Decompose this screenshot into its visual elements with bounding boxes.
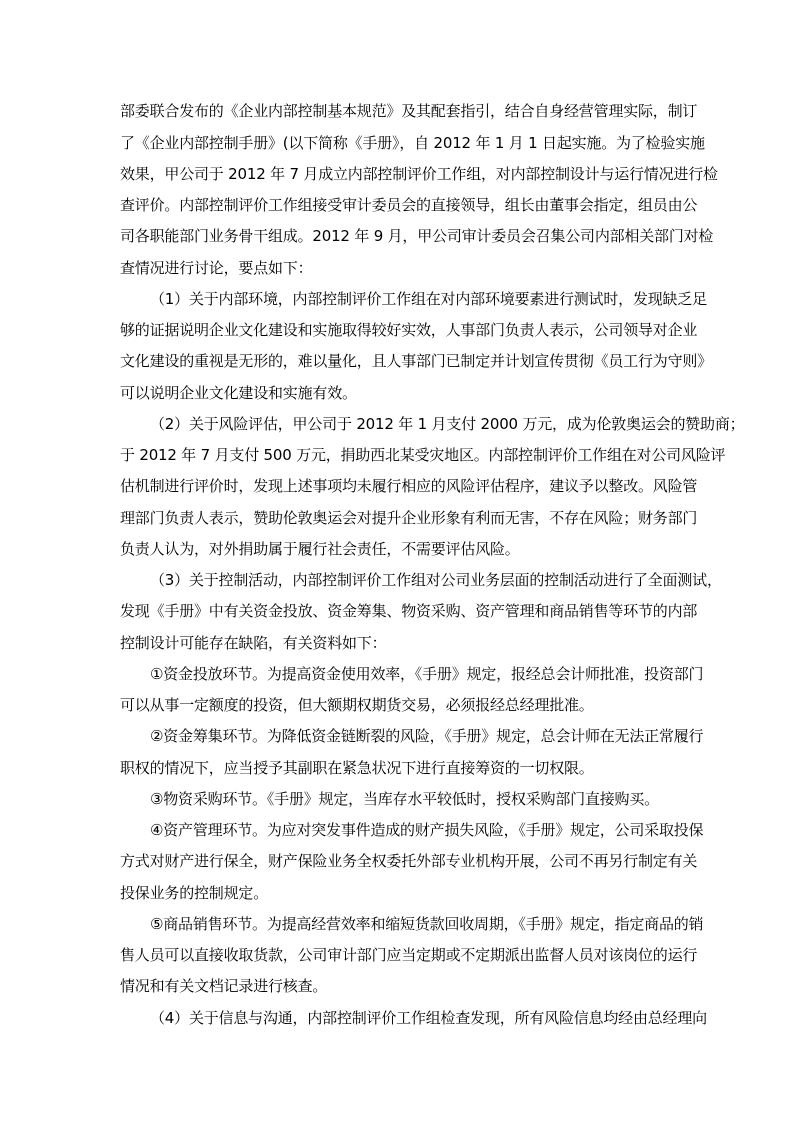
paragraph-line: 投保业务的控制规定。 xyxy=(120,884,269,902)
paragraph-line: 负责人认为，对外捐助属于履行社会责任，不需要评估风险。 xyxy=(120,540,520,558)
paragraph-line: 估机制进行评价时，发现上述事项均未履行相应的风险评估程序，建议予以整改。风险管 xyxy=(120,477,698,495)
paragraph-line: （4）关于信息与沟通，内部控制评价工作组检查发现，所有风险信息均经由总经理向 xyxy=(150,1009,707,1027)
paragraph-line: 方式对财产进行保全，财产保险业务全权委托外部专业机构开展，公司不再另行制定有关 xyxy=(120,852,698,870)
paragraph-line: 可以说明企业文化建设和实施有效。 xyxy=(120,384,357,402)
paragraph-line: 情况和有关文档记录进行核查。 xyxy=(120,977,328,995)
paragraph-line: 查评价。内部控制评价工作组接受审计委员会的直接领导，组长由董事会指定，组员由公 xyxy=(120,196,698,214)
paragraph-line: 文化建设的重视是无形的，难以量化，且人事部门已制定并计划宣传贯彻《员工行为守则》 xyxy=(120,352,713,370)
paragraph-line: 效果，甲公司于 2012 年 7 月成立内部控制评价工作组，对内部控制设计与运行情况进行检 xyxy=(120,165,718,183)
paragraph-line: 发现《手册》中有关资金投放、资金筹集、物资采购、资产管理和商品销售等环节的内部 xyxy=(120,602,698,620)
paragraph-line: 够的证据说明企业文化建设和实施取得较好实效，人事部门负责人表示，公司领导对企业 xyxy=(120,321,698,339)
paragraph-line: 查情况进行讨论，要点如下： xyxy=(120,259,313,277)
paragraph-line: 了《企业内部控制手册》(以下简称《手册》，自 2012 年 1 月 1 日起实施。为了检验实施 xyxy=(120,134,705,152)
paragraph-line: ⑤商品销售环节。为提高经营效率和缩短货款回收周期，《手册》规定，指定商品的销 xyxy=(150,915,704,933)
paragraph-line: ④资产管理环节。为应对突发事件造成的财产损失风险，《手册》规定，公司采取投保 xyxy=(150,821,704,839)
paragraph-line: 控制设计可能存在缺陷，有关资料如下： xyxy=(120,634,387,652)
paragraph-line: （2）关于风险评估，甲公司于 2012 年 1 月支付 2000 万元，成为伦敦奥运会的赞助商； xyxy=(150,415,745,433)
paragraph-line: ③物资采购环节。《手册》规定，当库存水平较低时，授权采购部门直接购买。 xyxy=(150,790,659,808)
paragraph-line: 理部门负责人表示，赞助伦敦奥运会对提升企业形象有利而无害，不存在风险；财务部门 xyxy=(120,509,698,527)
paragraph-line: ②资金筹集环节。为降低资金链断裂的风险，《手册》规定，总会计师在无法正常履行 xyxy=(150,727,704,745)
paragraph-line: 可以从事一定额度的投资，但大额期权期货交易，必须报经总经理批准。 xyxy=(120,696,594,714)
paragraph-line: 司各职能部门业务骨干组成。2012 年 9 月，甲公司审计委员会召集公司内部相关部门对检 xyxy=(120,227,714,245)
paragraph-line: ①资金投放环节。为提高资金使用效率，《手册》规定，报经总会计师批准，投资部门 xyxy=(150,665,704,683)
paragraph-line: 于 2012 年 7 月支付 500 万元，捐助西北某受灾地区。内部控制评价工作组在对公司风险评 xyxy=(120,446,726,464)
paragraph-line: 部委联合发布的《企业内部控制基本规范》及其配套指引，结合自身经营管理实际，制订 xyxy=(120,102,698,120)
paragraph-line: 售人员可以直接收取货款，公司审计部门应当定期或不定期派出监督人员对该岗位的运行 xyxy=(120,946,698,964)
paragraph-line: （1）关于内部环境，内部控制评价工作组在对内部环境要素进行测试时，发现缺乏足 xyxy=(150,290,707,308)
paragraph-line: 职权的情况下，应当授予其副职在紧急状况下进行直接筹资的一切权限。 xyxy=(120,759,594,777)
paragraph-line: （3）关于控制活动，内部控制评价工作组对公司业务层面的控制活动进行了全面测试， xyxy=(150,571,722,589)
